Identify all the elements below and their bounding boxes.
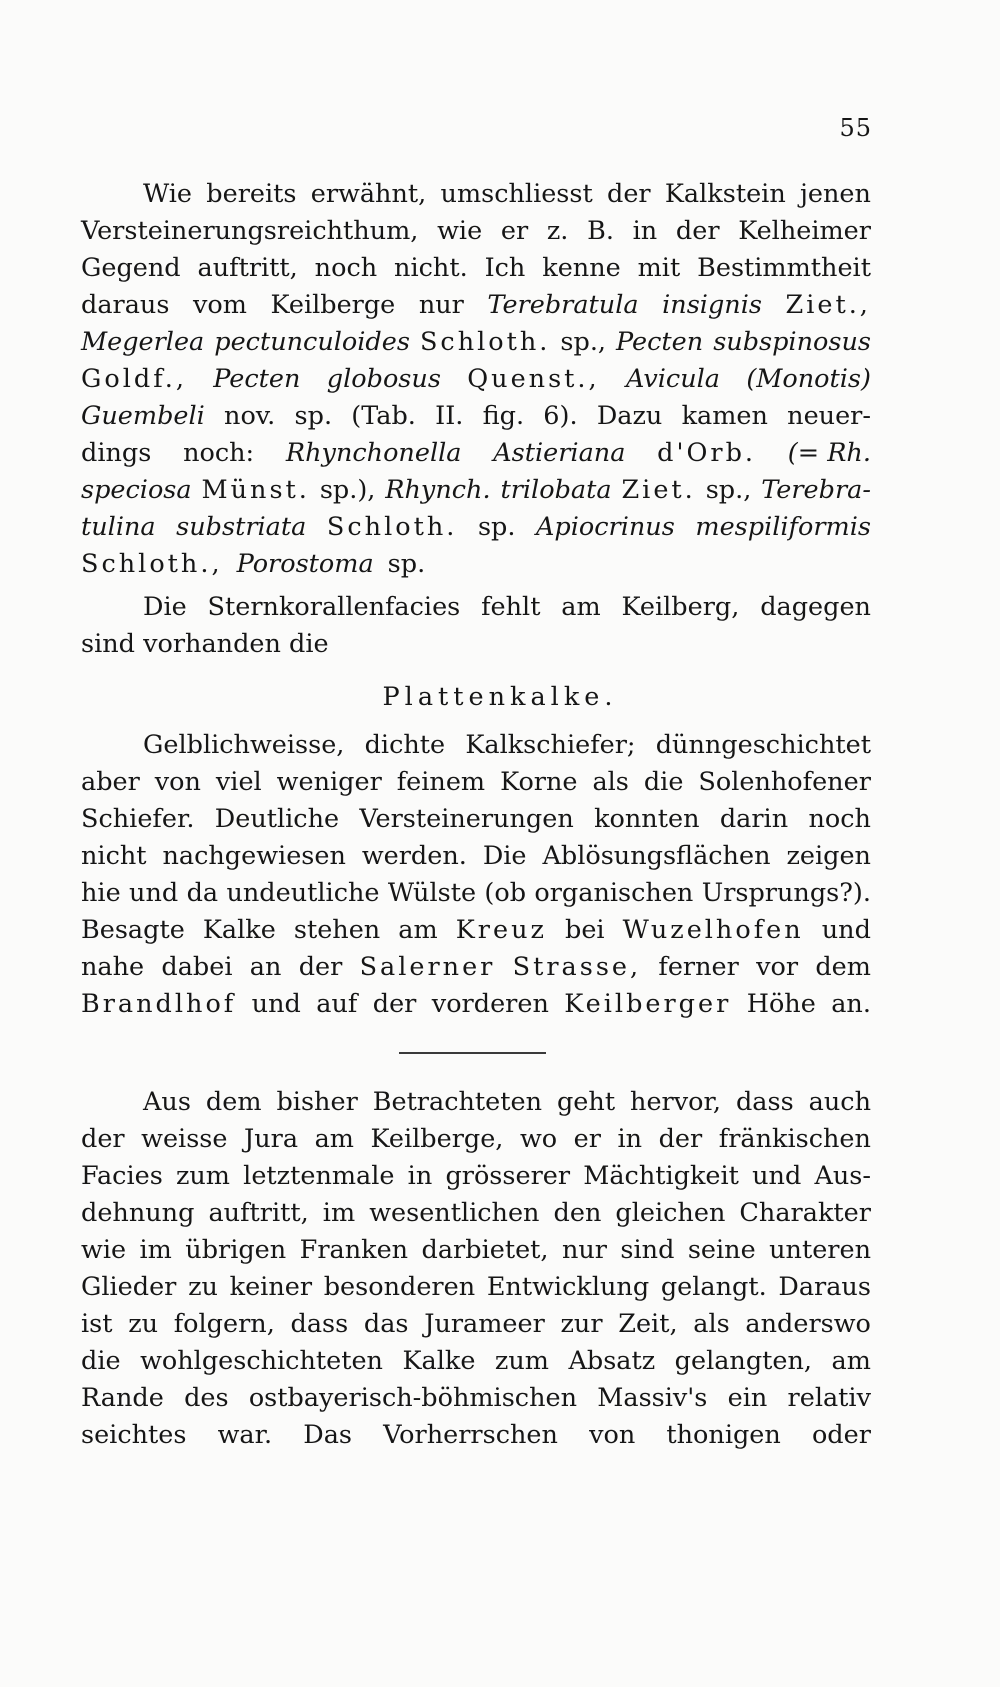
- word: Kalke: [202, 915, 276, 945]
- word: darbietet,: [421, 1235, 549, 1265]
- word: er: [573, 1124, 601, 1154]
- word: vom: [192, 290, 247, 320]
- word: viel: [215, 767, 262, 797]
- word: organischen: [534, 878, 694, 908]
- taxon-name: subspinosus: [713, 327, 871, 357]
- word: seine: [687, 1235, 756, 1265]
- taxon-name: speciosa: [81, 475, 192, 505]
- word: gleichen: [615, 1198, 726, 1228]
- taxon-name: Rhynch.: [385, 475, 491, 505]
- word: Facies: [81, 1161, 163, 1191]
- word: Versteinerungen: [359, 804, 574, 834]
- author-name: Ziet.,: [785, 290, 871, 320]
- word: konnten: [594, 804, 700, 834]
- word: ostbayerisch-böhmischen: [248, 1383, 578, 1413]
- word: Aus: [143, 1087, 191, 1117]
- word: Das: [303, 1420, 352, 1450]
- word: Jura: [244, 1124, 299, 1154]
- text-line: [81, 875, 871, 912]
- word: Glieder: [81, 1272, 177, 1302]
- word: (ob: [484, 878, 527, 908]
- word: am: [831, 1346, 871, 1376]
- word: die: [643, 767, 684, 797]
- text-line: [81, 589, 871, 626]
- word: in: [407, 1161, 433, 1191]
- word: anderswo: [745, 1309, 871, 1339]
- word: aber: [81, 767, 140, 797]
- author-name: Münst.: [201, 475, 310, 505]
- word: am: [561, 592, 601, 622]
- word: im: [139, 1235, 172, 1265]
- word: Besagte: [81, 915, 185, 945]
- word: jenen: [800, 179, 871, 209]
- word: Jurameer: [424, 1309, 545, 1339]
- word: sp.,: [560, 327, 607, 357]
- word: geht: [556, 1087, 616, 1117]
- word: bei: [565, 915, 605, 945]
- word: wie: [437, 216, 483, 246]
- paragraph-2: [81, 589, 871, 663]
- word: bisher: [276, 1087, 358, 1117]
- word: zum: [494, 1346, 549, 1376]
- word: und: [251, 989, 301, 1019]
- word: oder: [811, 1420, 871, 1450]
- word: noch: [314, 253, 378, 283]
- word: erwähnt,: [310, 179, 427, 209]
- word: auftritt,: [208, 1198, 309, 1228]
- word: Wülste: [387, 878, 477, 908]
- word: als: [693, 1309, 730, 1339]
- section-divider: [399, 1052, 546, 1054]
- word: Massiv's: [597, 1383, 708, 1413]
- word: folgern,: [173, 1309, 275, 1339]
- taxon-name: Pecten: [213, 364, 301, 394]
- word: sind vorhanden die: [81, 629, 329, 659]
- text-line: [81, 287, 871, 324]
- word: sind: [620, 1235, 675, 1265]
- text-line: [81, 324, 871, 361]
- word: und: [821, 915, 871, 945]
- word: Keilberg,: [621, 592, 740, 622]
- word: dagegen: [760, 592, 871, 622]
- taxon-name: Apiocrinus: [536, 512, 675, 542]
- word: Rande: [81, 1383, 164, 1413]
- word: undeutliche: [226, 878, 380, 908]
- text-line: [81, 912, 871, 949]
- word: bereits: [206, 179, 297, 209]
- word: von: [154, 767, 201, 797]
- word: nov.: [224, 401, 276, 431]
- word: dass: [735, 1087, 794, 1117]
- word: Kelheimer: [738, 216, 871, 246]
- place-name: Salerner: [359, 952, 496, 982]
- word: wie: [81, 1235, 127, 1265]
- taxon-name: (= Rh.: [787, 438, 871, 468]
- word: auftritt,: [197, 253, 298, 283]
- word: kamen: [681, 401, 768, 431]
- word: dichte: [364, 730, 446, 760]
- word: der: [607, 179, 651, 209]
- word: dehnung: [81, 1198, 195, 1228]
- author-name: Quenst.,: [467, 364, 600, 394]
- text-line: [81, 764, 871, 801]
- word: z.: [546, 216, 569, 246]
- paragraph-3: [81, 727, 871, 1023]
- word: sp.,: [705, 475, 752, 505]
- word: übrigen: [185, 1235, 287, 1265]
- word: am: [398, 915, 438, 945]
- author-name: Schloth.: [326, 512, 458, 542]
- word: fehlt: [481, 592, 541, 622]
- taxon-name: Pecten: [616, 327, 704, 357]
- word: Ich: [484, 253, 526, 283]
- word: vorderen: [431, 989, 549, 1019]
- word: Entwicklung: [486, 1272, 650, 1302]
- word: an.: [831, 989, 871, 1019]
- taxon-name: insignis: [662, 290, 762, 320]
- word: der: [675, 216, 720, 246]
- text-line: [81, 509, 871, 546]
- word: mit: [637, 253, 681, 283]
- word: dabei: [161, 952, 233, 982]
- word: von: [589, 1420, 636, 1450]
- word: auch: [808, 1087, 871, 1117]
- word: nachgewiesen: [162, 841, 346, 871]
- word: weisse: [141, 1124, 228, 1154]
- word: nur: [561, 1235, 607, 1265]
- word: grösserer: [445, 1161, 571, 1191]
- word: Gegend: [81, 253, 181, 283]
- word: hervor,: [630, 1087, 722, 1117]
- word: gelangt.: [660, 1272, 767, 1302]
- word: den: [553, 1198, 602, 1228]
- word: und: [129, 878, 179, 908]
- word: B.: [587, 216, 614, 246]
- word: zur: [560, 1309, 603, 1339]
- taxon-name: Megerlea: [81, 327, 205, 357]
- word: 6).: [543, 401, 578, 431]
- word: das: [363, 1309, 409, 1339]
- word: Aus-: [814, 1161, 871, 1191]
- word: Korne: [500, 767, 578, 797]
- author-name: Goldf.,: [81, 364, 187, 394]
- text-line: [81, 1417, 871, 1454]
- word: stehen: [293, 915, 381, 945]
- word: Die: [143, 592, 187, 622]
- word: Schiefer.: [81, 804, 195, 834]
- word: Höhe: [746, 989, 816, 1019]
- word: fig.: [482, 401, 525, 431]
- word: Betrachteten: [372, 1087, 543, 1117]
- word: Wie: [143, 179, 193, 209]
- word: gelangten,: [674, 1346, 813, 1376]
- word: neuer-: [787, 401, 871, 431]
- text-line: [81, 626, 871, 663]
- word: der: [298, 952, 343, 982]
- word: auf: [316, 989, 358, 1019]
- word: ein: [727, 1383, 768, 1413]
- text-line: [81, 949, 871, 986]
- word: dings: [81, 438, 152, 468]
- text-line: [81, 361, 871, 398]
- text-line: [81, 1121, 871, 1158]
- word: die: [81, 1346, 121, 1376]
- word: dem: [205, 1087, 262, 1117]
- place-name: Kreuz: [455, 915, 547, 945]
- word: als: [592, 767, 629, 797]
- word: Versteinerungsreichthum,: [81, 216, 419, 246]
- place-name: Keilberger: [564, 989, 732, 1019]
- section-heading: Plattenkalke.: [382, 682, 618, 712]
- word: in: [632, 216, 658, 246]
- word: zum: [175, 1161, 230, 1191]
- word: sp.: [477, 512, 516, 542]
- word: Ablösungsflächen: [542, 841, 771, 871]
- word: Zeit,: [618, 1309, 678, 1339]
- taxon-name: Porostoma: [236, 549, 374, 579]
- word: thonigen: [666, 1420, 781, 1450]
- text-line: [81, 176, 871, 213]
- text-line: [81, 472, 871, 509]
- text-line: [81, 213, 871, 250]
- place-name: Brandlhof: [81, 989, 237, 1019]
- word: seichtes: [81, 1420, 187, 1450]
- word: Charakter: [739, 1198, 871, 1228]
- paragraph-1: [81, 176, 871, 583]
- taxon-name: pectunculoides: [214, 327, 410, 357]
- word: Keilberge,: [370, 1124, 504, 1154]
- word: zeigen: [786, 841, 871, 871]
- text-line: [81, 1269, 871, 1306]
- word: darin: [719, 804, 789, 834]
- word: relativ: [787, 1383, 871, 1413]
- word: Mächtigkeit: [583, 1161, 739, 1191]
- author-name: Schloth.,: [81, 549, 223, 579]
- text-line: [81, 986, 871, 1023]
- text-line: [81, 1084, 871, 1121]
- taxon-name: Terebra-: [761, 475, 871, 505]
- text-line: [81, 1195, 871, 1232]
- word: der: [658, 1124, 703, 1154]
- word: wo: [519, 1124, 558, 1154]
- text-line: [81, 546, 871, 583]
- word: sp.: [387, 549, 426, 579]
- word: daraus: [81, 290, 170, 320]
- word: kenne: [542, 253, 621, 283]
- word: zu: [188, 1272, 218, 1302]
- word: unteren: [769, 1235, 871, 1265]
- text-line: [81, 398, 871, 435]
- word: in: [617, 1124, 643, 1154]
- word: Die: [482, 841, 527, 871]
- word: ist: [81, 1309, 113, 1339]
- text-line: [81, 801, 871, 838]
- author-name: d'Orb.: [657, 438, 757, 468]
- word: dem: [815, 952, 871, 982]
- author-name: Schloth.: [419, 327, 551, 357]
- word: sp.),: [319, 475, 376, 505]
- word: hie: [81, 878, 121, 908]
- word: Sternkorallenfacies: [207, 592, 461, 622]
- text-line: [81, 1343, 871, 1380]
- word: wesentlichen: [369, 1198, 540, 1228]
- taxon-name: Rhynchonella: [285, 438, 462, 468]
- word: besonderen: [323, 1272, 476, 1302]
- word: Absatz: [568, 1346, 656, 1376]
- taxon-name: trilobata: [500, 475, 612, 505]
- taxon-name: Astieriana: [493, 438, 626, 468]
- word: an: [249, 952, 282, 982]
- word: noch:: [183, 438, 255, 468]
- taxon-name: Avicula: [625, 364, 720, 394]
- text-line: [81, 1306, 871, 1343]
- word: nur: [418, 290, 464, 320]
- word: im: [322, 1198, 356, 1228]
- taxon-name: Guembeli: [81, 401, 205, 431]
- word: Solenhofener: [698, 767, 871, 797]
- taxon-name: mespiliformis: [695, 512, 871, 542]
- word: da: [186, 878, 219, 908]
- taxon-name: (Monotis): [746, 364, 871, 394]
- word: am: [314, 1124, 354, 1154]
- word: Keilberge: [270, 290, 396, 320]
- taxon-name: substriata: [176, 512, 307, 542]
- word: Kalke: [402, 1346, 476, 1376]
- word: werden.: [361, 841, 467, 871]
- word: keiner: [229, 1272, 313, 1302]
- author-name: Ziet.: [621, 475, 696, 505]
- text-line: [81, 838, 871, 875]
- word: Gelblichweisse,: [143, 730, 345, 760]
- word: sp.: [294, 401, 333, 431]
- word: war.: [217, 1420, 273, 1450]
- paragraph-4: [81, 1084, 871, 1454]
- word: Kalkstein: [664, 179, 786, 209]
- word: der: [81, 1124, 125, 1154]
- word: Vorherrschen: [383, 1420, 558, 1450]
- word: des: [184, 1383, 229, 1413]
- word: noch: [808, 804, 871, 834]
- word: wohlgeschichteten: [140, 1346, 383, 1376]
- place-name: Strasse,: [512, 952, 642, 982]
- word: Daraus: [778, 1272, 871, 1302]
- taxon-name: globosus: [326, 364, 441, 394]
- word: nicht.: [394, 253, 468, 283]
- word: II.: [435, 401, 464, 431]
- word: vor: [756, 952, 799, 982]
- word: der: [372, 989, 417, 1019]
- word: Deutliche: [214, 804, 340, 834]
- word: Dazu: [596, 401, 663, 431]
- page-number: 55: [839, 114, 872, 142]
- word: dass: [290, 1309, 349, 1339]
- word: fränkischen: [718, 1124, 871, 1154]
- text-line: [81, 435, 871, 472]
- word: nicht: [81, 841, 147, 871]
- text-line: [81, 1232, 871, 1269]
- word: feinem: [396, 767, 486, 797]
- word: er: [500, 216, 529, 246]
- text-line: [81, 727, 871, 764]
- taxon-name: tulina: [81, 512, 156, 542]
- place-name: Wuzelhofen: [622, 915, 804, 945]
- text-line: [81, 1380, 871, 1417]
- word: weniger: [276, 767, 382, 797]
- text-line: [81, 1158, 871, 1195]
- word: zu: [128, 1309, 159, 1339]
- word: (Tab.: [351, 401, 416, 431]
- word: letztenmale: [243, 1161, 395, 1191]
- word: Bestimmtheit: [697, 253, 871, 283]
- word: und: [752, 1161, 802, 1191]
- word: Kalkschiefer;: [465, 730, 636, 760]
- word: ferner: [658, 952, 739, 982]
- word: dünngeschichtet: [655, 730, 871, 760]
- taxon-name: Terebratula: [487, 290, 639, 320]
- word: Ursprungs?).: [701, 878, 871, 908]
- word: umschliesst: [440, 179, 593, 209]
- word: nahe: [81, 952, 145, 982]
- word: Franken: [299, 1235, 409, 1265]
- text-line: [81, 250, 871, 287]
